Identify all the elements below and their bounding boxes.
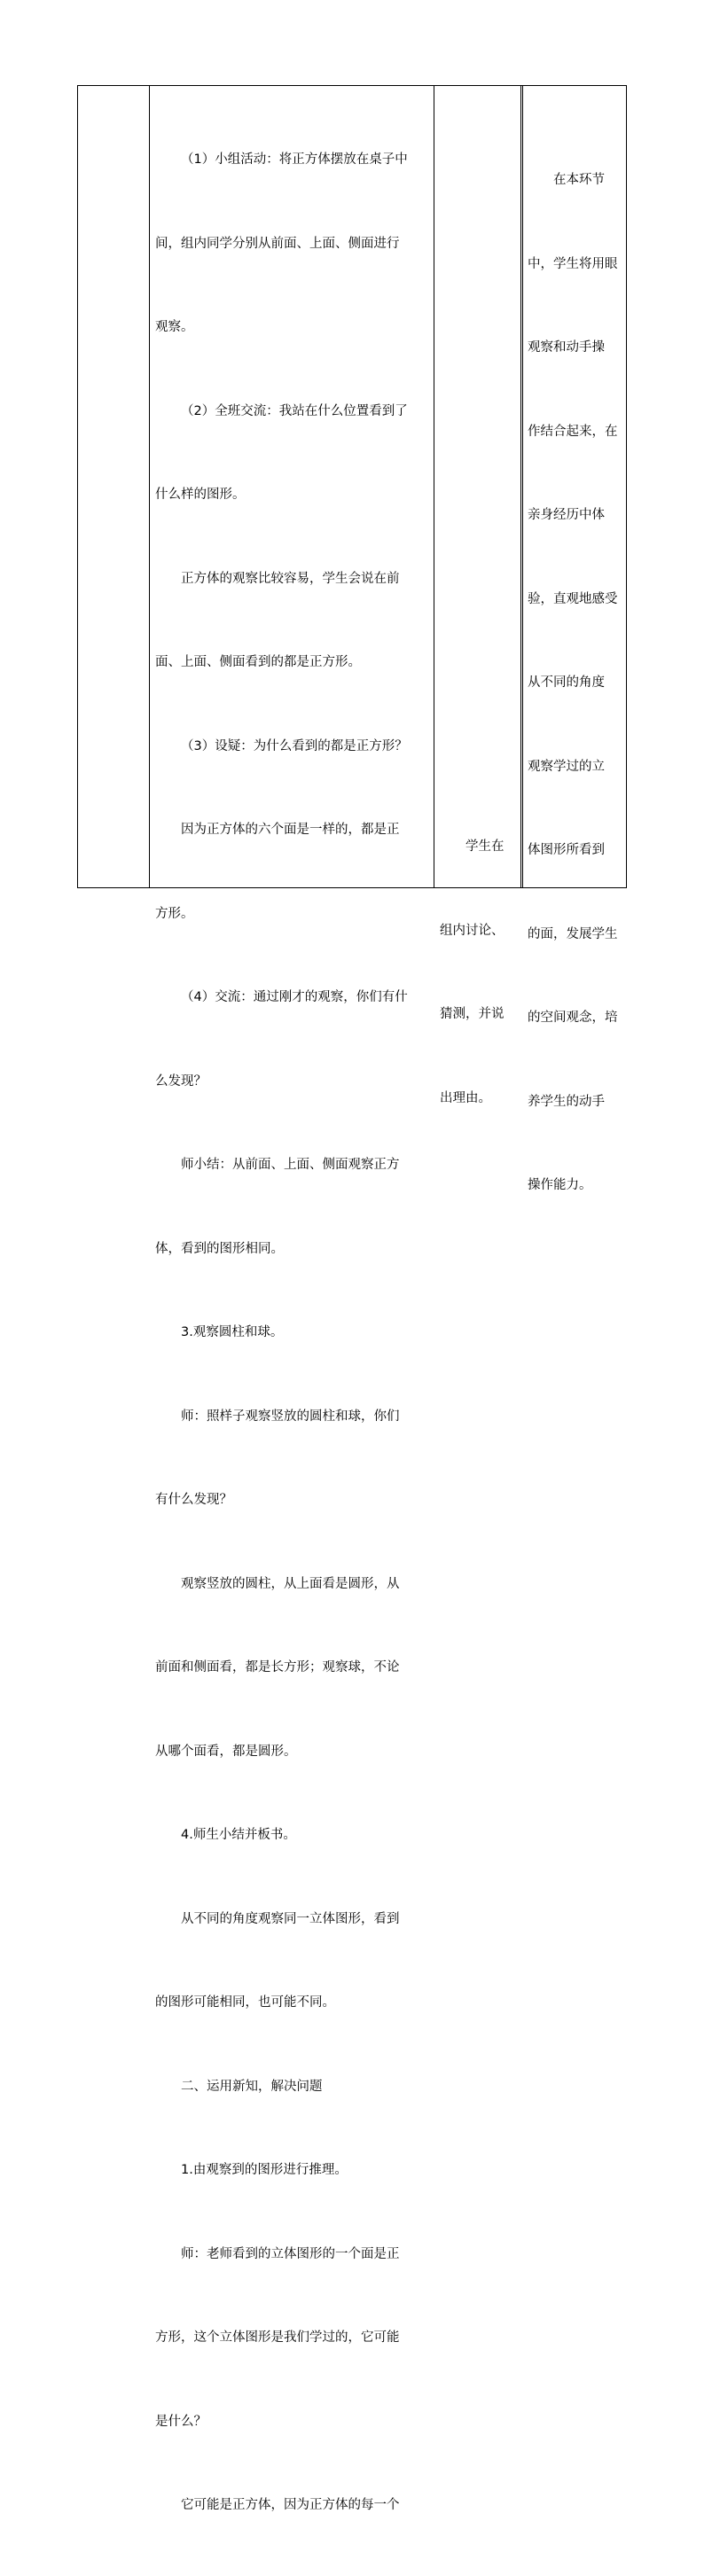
- text-line: 观察。: [155, 320, 194, 334]
- text-line: 出理由。: [440, 1090, 491, 1105]
- student-activity-cell: [440, 777, 514, 1168]
- text-line: 体图形所看到: [528, 843, 605, 857]
- text-line: 它可能是正方体，因为正方体的每一个: [181, 2498, 400, 2512]
- text-line: （2）全班交流：我站在什么位置看到了: [181, 403, 408, 418]
- text-line: 方形。: [155, 906, 194, 921]
- text-line: 中，学生将用眼: [528, 256, 618, 271]
- text-line: 面、上面、侧面看到的都是正方形。: [155, 655, 361, 669]
- text-line: 1.由观察到的图形进行推理。: [181, 2163, 348, 2177]
- text-line: 是什么？: [155, 2414, 207, 2429]
- text-line: 观察和动手操: [528, 340, 605, 355]
- text-line: 作结合起来，在: [528, 424, 618, 439]
- column-divider-4: [522, 86, 523, 887]
- text-line: 师：老师看到的立体图形的一个面是正: [181, 2246, 400, 2261]
- text-line: 正方体的观察比较容易，学生会说在前: [181, 571, 400, 586]
- text-line: 方形，这个立体图形是我们学过的，它可能: [155, 2330, 400, 2345]
- text-line: 师：照样子观察竖放的圆柱和球，你们: [181, 1409, 400, 1424]
- text-line: （1）小组活动：将正方体摆放在桌子中: [181, 152, 408, 167]
- text-line: 体，看到的图形相同。: [155, 1241, 284, 1256]
- text-line: 养学生的动手: [528, 1094, 605, 1109]
- text-line: 二、运用新知，解决问题: [181, 2079, 323, 2094]
- design-intent-cell: [528, 111, 623, 1256]
- text-line: 师小结：从前面、上面、侧面观察正方: [181, 1158, 400, 1172]
- column-divider-3: [520, 86, 521, 887]
- text-line: （3）设疑：为什么看到的都是正方形？: [181, 738, 408, 753]
- text-line: 因为正方体的六个面是一样的，都是正: [181, 823, 400, 837]
- text-line: （4）交流：通过刚才的观察，你们有什: [181, 990, 408, 1004]
- text-line: 间，组内同学分别从前面、上面、侧面进行: [155, 236, 400, 251]
- text-line: 么发现？: [155, 1073, 207, 1089]
- text-line: 观察竖放的圆柱，从上面看是圆形，从: [181, 1576, 400, 1591]
- text-line: 有什么发现？: [155, 1493, 232, 1507]
- teaching-process-cell: [155, 90, 430, 2576]
- text-line: 操作能力。: [528, 1178, 592, 1192]
- text-line: 什么样的图形。: [155, 488, 246, 502]
- text-line: 的空间观念，培: [528, 1011, 618, 1025]
- text-line: 的面，发展学生: [528, 926, 618, 941]
- text-line: 从不同的角度: [528, 675, 605, 690]
- lesson-plan-table: [77, 85, 627, 2512]
- text-line: 的图形可能相同，也可能不同。: [155, 1995, 335, 2010]
- text-line: 3.观察圆柱和球。: [181, 1325, 284, 1339]
- text-line: 在本环节: [553, 173, 605, 187]
- text-line: 从哪个面看，都是圆形。: [155, 1744, 297, 1759]
- text-line: 4.师生小结并板书。: [181, 1828, 296, 1842]
- column-divider-1: [149, 86, 150, 887]
- text-line: 学生在: [465, 839, 505, 854]
- text-line: 前面和侧面看，都是长方形；观察球，不论: [155, 1660, 400, 1674]
- text-line: 观察学过的立: [528, 759, 605, 774]
- text-line: 验，直观地感受: [528, 591, 618, 606]
- text-line: 组内讨论、: [440, 923, 505, 938]
- text-line: 亲身经历中体: [528, 508, 605, 522]
- text-line: 猜测，并说: [440, 1007, 505, 1021]
- text-line: 从不同的角度观察同一立体图形，看到: [181, 1911, 400, 1926]
